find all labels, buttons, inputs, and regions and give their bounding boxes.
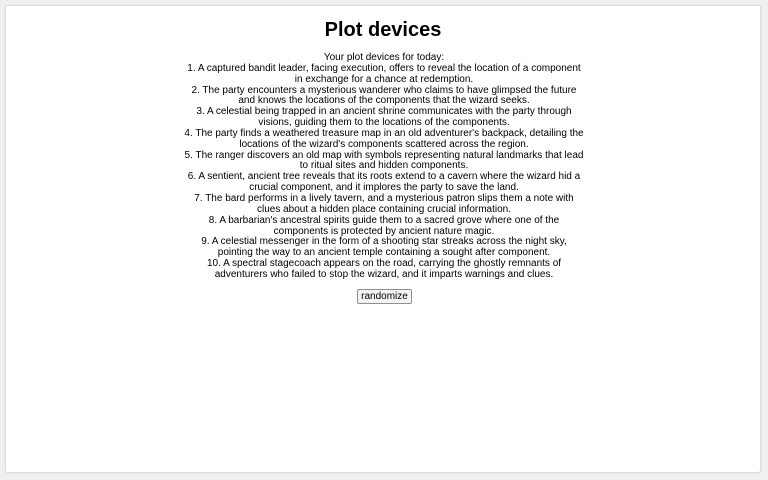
plot-device-item: 8. A barbarian's ancestral spirits guide them to a sacred grove where one of the components is protected by ancient nature magic. bbox=[208, 214, 560, 237]
plot-device-item: 7. The bard performs in a lively tavern, and a mysterious patron slips them a note with clues about a hidden place containing crucial information. bbox=[194, 192, 574, 215]
plot-devices-list bbox=[184, 53, 584, 281]
plot-device-item: 9. A celestial messenger in the form of a shooting star streaks across the night sky, pointing the way to an ancient temple containing a sought after component. bbox=[201, 236, 567, 259]
plot-device-item: 10. A spectral stagecoach appears on the road, carrying the ghostly remnants of adventurers who failed to stop the wizard, and it imparts warnings and clues. bbox=[206, 258, 562, 280]
plot-device-item: 1. A captured bandit leader, facing execution, offers to reveal the location of a component in exchange for a chance at redemption. bbox=[187, 62, 581, 85]
randomize-button[interactable]: randomize bbox=[357, 289, 412, 304]
intro-text: Your plot devices for today: bbox=[323, 52, 445, 63]
content-card bbox=[5, 5, 761, 473]
plot-device-item: 3. A celestial being trapped in an ancient shrine communicates with the party through visions, guiding them to the locations of the components. bbox=[196, 106, 572, 129]
page-title: Plot devices bbox=[324, 19, 442, 41]
plot-device-item: 4. The party finds a weathered treasure map in an old adventurer's backpack, detailing the locations of the wizard's components scattered across the region. bbox=[184, 127, 584, 150]
plot-device-item: 5. The ranger discovers an old map with symbols representing natural landmarks that lead to ritual sites and hidden components. bbox=[184, 149, 584, 172]
plot-device-item: 2. The party encounters a mysterious wanderer who claims to have glimpsed the future and knows the locations of the components that the wizard seeks. bbox=[191, 84, 577, 107]
plot-device-item: 6. A sentient, ancient tree reveals that its roots extend to a cavern where the wizard hid a crucial component, and it implores the party to save the land. bbox=[187, 171, 581, 194]
